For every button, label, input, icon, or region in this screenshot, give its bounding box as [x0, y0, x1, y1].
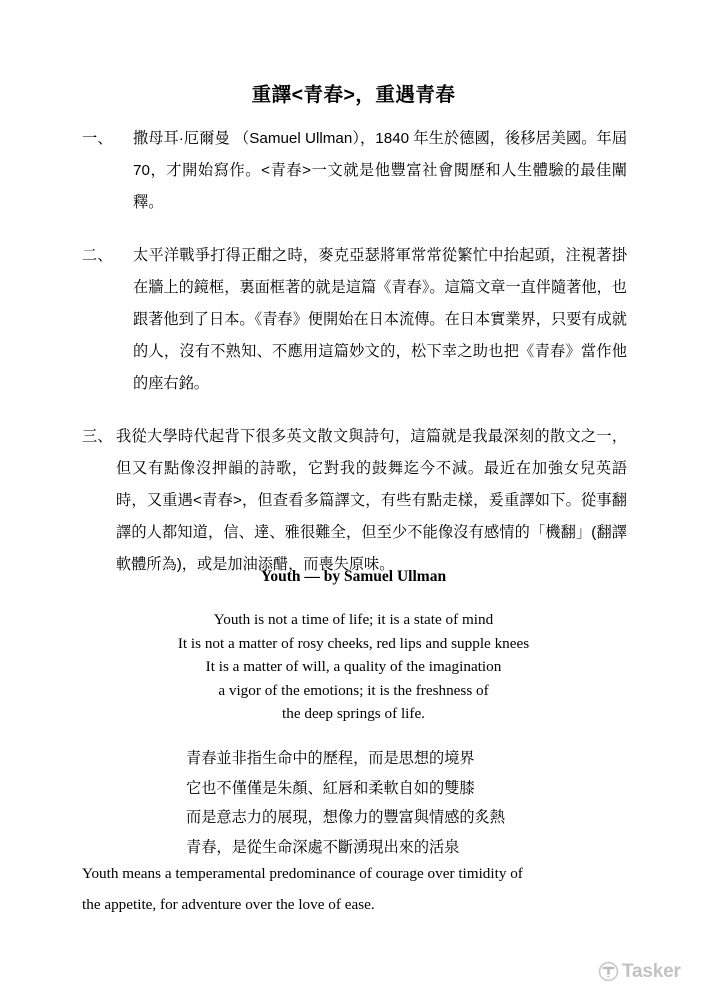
watermark	[598, 961, 681, 982]
list-item	[82, 240, 627, 400]
paragraph-line: Youth means a temperamental predominance of courage over timidity of	[82, 865, 523, 882]
list-item-marker: 二、	[82, 247, 113, 264]
poem-line: It is not a matter of rosy cheeks, red lips and supple knees	[177, 634, 530, 652]
watermark-label: Tasker	[622, 961, 681, 982]
page-title: 重譯<青春>，重遇青春	[251, 84, 456, 106]
poem-line: It is a matter of will, a quality of the imagination	[205, 658, 502, 675]
chinese-translation-stanza	[186, 744, 646, 862]
list-item	[82, 421, 627, 581]
list-item-marker: 三、	[82, 428, 113, 445]
poem-line: Youth is not a time of life; it is a state of mind	[213, 611, 494, 628]
closing-english-paragraph	[82, 858, 627, 920]
paragraph-line: the appetite, for adventure over the love of ease.	[82, 896, 375, 913]
poem-line: the deep springs of life.	[282, 705, 425, 722]
list-item-text: 太平洋戰爭打得正酣之時，麥克亞瑟將軍常常從繁忙中抬起頭，注視著掛在牆上的鏡框，裏面框著的就是這篇《青春》。這篇文章一直伴隨著他，也跟著他到了日本。《青春》便開始在日本流傳。在日本實業界，只要有成就的人，沒有不熟知、不應用這篇妙文的，松下幸之助也把《青春》當作他的座右銘。	[133, 247, 627, 392]
poem-line: 而是意志力的展現，想像力的豐富與情感的炙熱	[186, 809, 505, 826]
list-item-text: 我從大學時代起背下很多英文散文與詩句，這篇就是我最深刻的散文之一，但又有點像沒押韻的詩歌，它對我的鼓舞迄今不減。最近在加強女兒英語時，又重遇<青春>，但查看多篇譯文，有些有點走樣，爰重譯如下。從事翻譯的人都知道，信、達、雅很難全，但至少不能像沒有感情的「機翻」(翻譯軟體所為)，或是加油添醋，而喪失原味。	[116, 428, 627, 573]
poem-line: 青春並非指生命中的歷程，而是思想的境界	[186, 750, 475, 767]
list-item-marker: 一、	[82, 130, 113, 147]
poem-heading: Youth — by Samuel Ullman	[260, 568, 447, 585]
numbered-paragraph-list	[82, 123, 627, 581]
tasker-circle-logo-icon	[598, 961, 619, 982]
list-item	[82, 123, 627, 219]
english-poem-stanza	[0, 608, 707, 726]
poem-line: 它也不僅僅是朱顏、紅唇和柔軟自如的雙膝	[186, 779, 475, 797]
poem-line: 青春，是從生命深處不斷湧現出來的活泉	[186, 838, 460, 856]
poem-line: a vigor of the emotions; it is the freshness of	[218, 681, 489, 699]
list-item-text: 撒母耳·厄爾曼 （Samuel Ullman），1840 年生於德國，後移居美國。年屆 70，才開始寫作。<青春>一文就是他豐富社會閱歷和人生體驗的最佳闡釋。	[133, 130, 627, 211]
